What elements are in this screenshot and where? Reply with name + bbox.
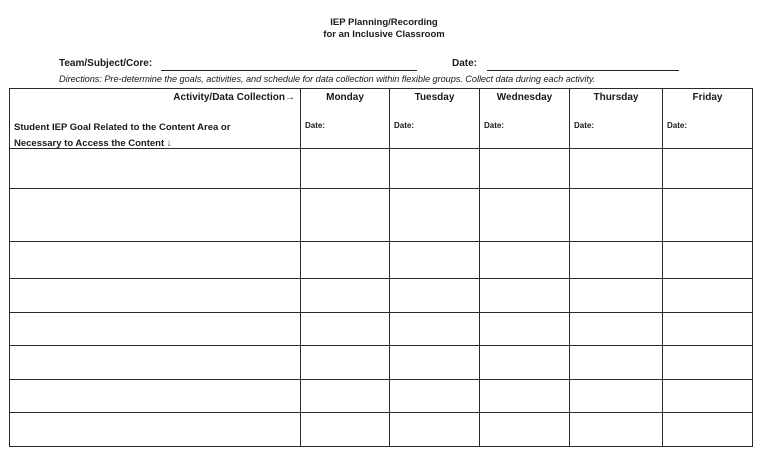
day-name: Monday [326, 92, 364, 103]
iep-planning-table [9, 88, 753, 447]
tuesday-cell[interactable] [390, 242, 480, 279]
tuesday-cell[interactable] [390, 380, 480, 413]
monday-cell[interactable] [301, 242, 390, 279]
table-row [10, 242, 753, 279]
wednesday-cell[interactable] [480, 279, 570, 313]
monday-cell[interactable] [301, 413, 390, 447]
wednesday-cell[interactable] [480, 413, 570, 447]
wednesday-cell[interactable] [480, 149, 570, 189]
friday-cell[interactable] [663, 346, 753, 380]
table-row [10, 189, 753, 242]
tuesday-cell[interactable] [390, 346, 480, 380]
wednesday-cell[interactable] [480, 242, 570, 279]
goal-header-line2: Necessary to Access the Content ↓ [14, 138, 172, 149]
goal-cell[interactable] [10, 380, 301, 413]
monday-cell[interactable] [301, 189, 390, 242]
monday-cell[interactable] [301, 313, 390, 346]
table-row [10, 313, 753, 346]
day-header-wednesday [480, 89, 570, 149]
goal-cell[interactable] [10, 242, 301, 279]
document-title: IEP Planning/Recording [330, 17, 438, 28]
friday-cell[interactable] [663, 189, 753, 242]
thursday-cell[interactable] [570, 189, 663, 242]
thursday-cell[interactable] [570, 413, 663, 447]
day-name: Friday [692, 92, 723, 103]
team-subject-core-label: Team/Subject/Core: [59, 58, 153, 69]
day-name: Wednesday [496, 92, 553, 103]
table-row [10, 413, 753, 447]
document-subtitle: for an Inclusive Classroom [323, 29, 445, 40]
wednesday-cell[interactable] [480, 313, 570, 346]
day-header-monday [301, 89, 390, 149]
day-date-label[interactable]: Date: [667, 121, 688, 130]
wednesday-cell[interactable] [480, 189, 570, 242]
day-name: Thursday [593, 92, 639, 103]
day-date-label[interactable]: Date: [484, 121, 505, 130]
goal-cell[interactable] [10, 149, 301, 189]
day-header-friday [663, 89, 753, 149]
monday-cell[interactable] [301, 380, 390, 413]
friday-cell[interactable] [663, 149, 753, 189]
day-header-thursday [570, 89, 663, 149]
activity-data-collection-header: Activity/Data Collection→ [173, 92, 295, 103]
monday-cell[interactable] [301, 149, 390, 189]
monday-cell[interactable] [301, 346, 390, 380]
goal-cell[interactable] [10, 413, 301, 447]
table-row [10, 149, 753, 189]
tuesday-cell[interactable] [390, 189, 480, 242]
table-row [10, 380, 753, 413]
friday-cell[interactable] [663, 242, 753, 279]
thursday-cell[interactable] [570, 313, 663, 346]
goal-cell[interactable] [10, 313, 301, 346]
goal-header-line1: Student IEP Goal Related to the Content Area or [14, 122, 231, 133]
team-subject-core-field[interactable] [161, 70, 417, 71]
table-row [10, 279, 753, 313]
friday-cell[interactable] [663, 313, 753, 346]
day-date-label[interactable]: Date: [394, 121, 415, 130]
table-row [10, 346, 753, 380]
thursday-cell[interactable] [570, 380, 663, 413]
thursday-cell[interactable] [570, 242, 663, 279]
tuesday-cell[interactable] [390, 149, 480, 189]
goal-cell[interactable] [10, 346, 301, 380]
header-row [10, 89, 753, 149]
thursday-cell[interactable] [570, 279, 663, 313]
day-date-label[interactable]: Date: [574, 121, 595, 130]
goal-cell[interactable] [10, 189, 301, 242]
tuesday-cell[interactable] [390, 413, 480, 447]
day-name: Tuesday [414, 92, 455, 103]
wednesday-cell[interactable] [480, 346, 570, 380]
wednesday-cell[interactable] [480, 380, 570, 413]
student-iep-goal-header [14, 120, 230, 152]
goal-cell[interactable] [10, 279, 301, 313]
monday-cell[interactable] [301, 279, 390, 313]
tuesday-cell[interactable] [390, 279, 480, 313]
friday-cell[interactable] [663, 279, 753, 313]
friday-cell[interactable] [663, 380, 753, 413]
date-field[interactable] [487, 70, 679, 71]
tuesday-cell[interactable] [390, 313, 480, 346]
goal-header-cell [10, 89, 301, 149]
directions-text: Directions: Pre-determine the goals, activities, and schedule for data collection within flexible groups. Collect data during each activity. [59, 74, 596, 84]
thursday-cell[interactable] [570, 346, 663, 380]
day-date-label[interactable]: Date: [305, 121, 326, 130]
date-label: Date: [452, 58, 478, 69]
day-header-tuesday [390, 89, 480, 149]
friday-cell[interactable] [663, 413, 753, 447]
thursday-cell[interactable] [570, 149, 663, 189]
